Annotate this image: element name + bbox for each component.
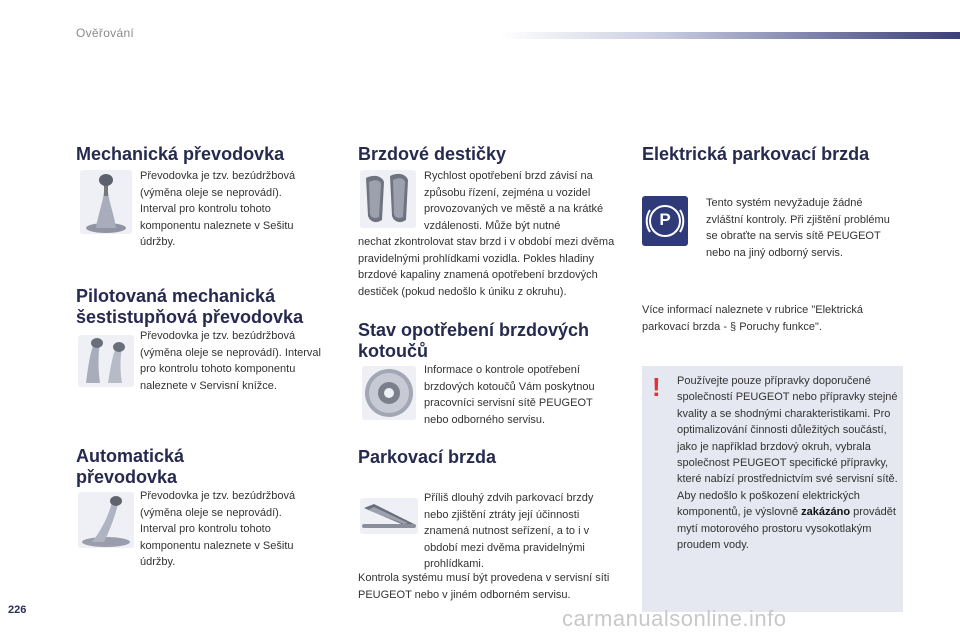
- section-title-piloted-gearbox: [76, 286, 336, 328]
- section-title-automatic-gearbox: [76, 446, 276, 488]
- page-header-title: Ověřování: [76, 26, 135, 40]
- section-title-brake-pads: Brzdové destičky: [358, 144, 507, 164]
- electric-parking-brake-icon: [642, 196, 688, 246]
- automatic-title-line2: převodovka: [76, 467, 178, 487]
- warning-exclamation-icon: !: [652, 372, 661, 402]
- brake-pads-text-wrap: Rychlost opotřebení brzd závisí na způsobu řízení, zejména u vozidel provozovaných ve městě a na krátké vzdálenosti. Může být nutné: [424, 170, 604, 232]
- section-title-parking-brake: Parkovací brzda: [358, 447, 497, 467]
- automatic-gearbox-text: Převodovka je tzv. bezúdržbová (výměna oleje se neprovádí). Interval pro kontrolu tohoto komponentu naleznete v Sešitu údržby.: [140, 490, 296, 568]
- piloted-gear-lever-icon: [78, 335, 134, 387]
- automatic-title-line1: Automatická: [76, 446, 185, 466]
- parking-brake-lever-icon: [360, 498, 418, 534]
- piloted-title-line2: šestistupňová převodovka: [76, 307, 304, 327]
- discs-title-line1: Stav opotřebení brzdových: [358, 320, 590, 340]
- piloted-gearbox-text: Převodovka je tzv. bezúdržbová (výměna oleje se neprovádí). Interval pro kontrolu tohoto komponentu naleznete v Servisní knížce.: [140, 330, 321, 392]
- warning-text: [677, 373, 899, 553]
- brake-discs-text: Informace o kontrole opotřebení brzdových kotoučů Vám poskytnou pracovníci servisní sítě PEUGEOT nebo odborného servisu.: [424, 364, 595, 426]
- section-title-electric-parking-brake: Elektrická parkovací brzda: [642, 144, 870, 164]
- piloted-title-line1: Pilotovaná mechanická: [76, 286, 276, 306]
- page-number: 226: [8, 604, 27, 616]
- manual-gearbox-text: Převodovka je tzv. bezúdržbová (výměna oleje se neprovádí). Interval pro kontrolu tohoto komponentu naleznete v Sešitu údržby.: [140, 170, 296, 248]
- automatic-gear-lever-icon: [78, 492, 134, 548]
- parking-brake-text-wrap: Příliš dlouhý zdvih parkovací brzdy nebo zjištění ztráty její účinnosti znamená nutnost seřízení, a to i v období mezi dvěma pravidelnými prohlídkami.: [424, 492, 594, 570]
- brake-disc-icon: [362, 366, 416, 420]
- header-decor-bar: [500, 32, 960, 39]
- section-title-brake-discs: [358, 320, 638, 362]
- warning-text-bold: zakázáno: [801, 506, 851, 519]
- brake-pads-text-full: nechat zkontrolovat stav brzd i v období mezi dvěma pravidelnými prohlídkami vozidla. Pokles hladiny brzdové kapaliny znamená opotřebení brzdových destiček (pokud nedošlo k úniku z okruhu).: [358, 236, 615, 298]
- electric-parking-brake-text: Tento systém nevyžaduje žádné zvláštní kontroly. Při zjištění problému se obraťte na servis sítě PEUGEOT nebo na jiný odborný servis.: [706, 197, 890, 259]
- discs-title-line2: kotoučů: [358, 341, 428, 361]
- section-title-manual-gearbox: Mechanická převodovka: [76, 144, 285, 164]
- warning-text-after: provádět mytí motorového prostoru vysokotlakým proudem vody.: [677, 506, 896, 552]
- warning-text-before: Používejte pouze přípravky doporučené společností PEUGEOT nebo přípravky stejné kvality a se shodnými charakteristikami. Pro optimalizování činnosti důležitých součástí, jako je například brzdový okruh, vybrala společnost PEUGEOT specifické přípravky, které nabízí prostřednictvím své servisní sítě. Aby nedošlo k poškození elektrických komponentů, je výslovně: [677, 375, 898, 519]
- gear-lever-icon: [80, 170, 132, 234]
- electric-parking-brake-more-info: Více informací naleznete v rubrice "Elektrická parkovací brzda - § Poruchy funkce".: [642, 304, 863, 333]
- parking-brake-text-full: Kontrola systému musí být provedena v servisní síti PEUGEOT nebo v jiném odborném servisu.: [358, 572, 610, 601]
- epb-icon-letter: P: [659, 210, 671, 229]
- watermark: carmanualsonline.info: [562, 606, 787, 631]
- brake-pads-icon: [360, 170, 416, 228]
